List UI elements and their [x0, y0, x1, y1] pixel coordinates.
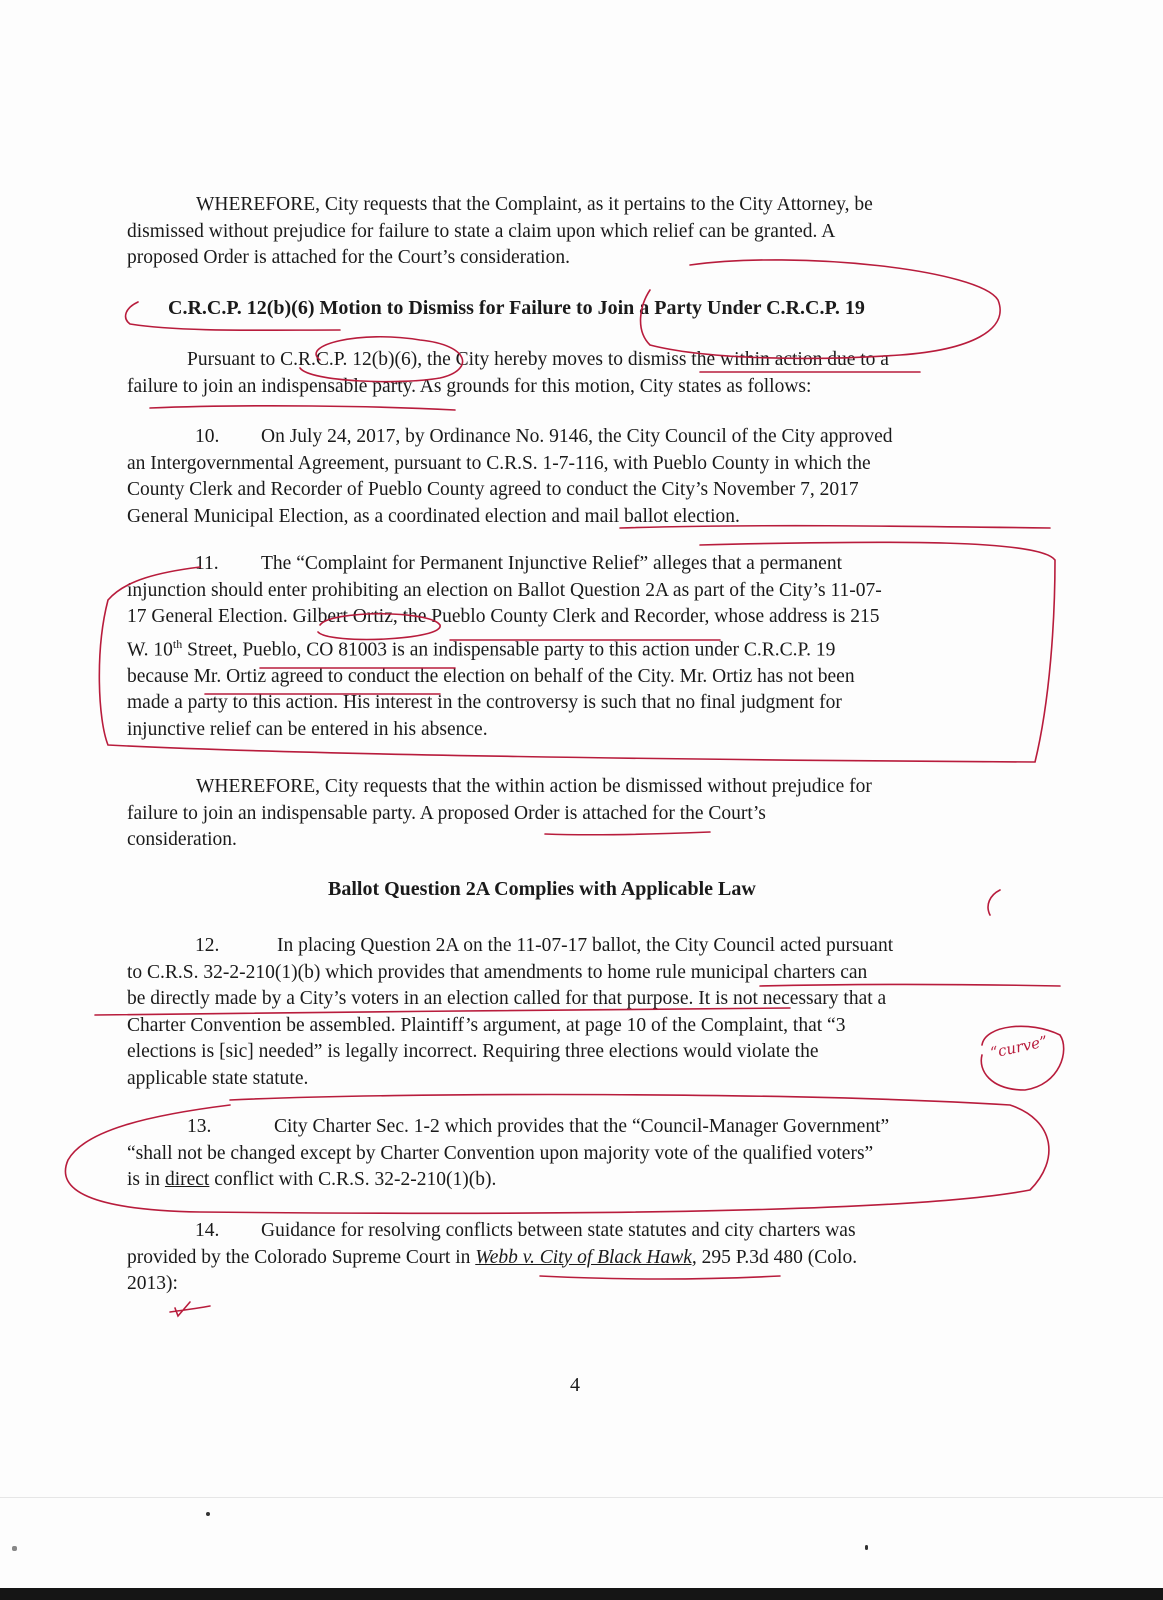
paragraph-number: 14. — [195, 1220, 220, 1241]
paragraph-wherefore-2 — [127, 774, 1019, 854]
text-line: dismissed without prejudice for failure to state a claim upon which relief can be granted. A — [127, 220, 836, 242]
handwritten-margin-note: “curve” — [988, 1032, 1050, 1062]
text-line: General Municipal Election, as a coordinated election and mail ballot election. — [127, 505, 740, 527]
text-line: injunctive relief can be entered in his absence. — [127, 718, 488, 740]
paragraph-wherefore-1 — [127, 192, 1019, 272]
text-line: Charter Convention be assembled. Plaintiff’s argument, at page 10 of the Complaint, that “3 — [127, 1014, 846, 1036]
paper-speck — [206, 1512, 210, 1516]
paragraph-11 — [127, 551, 1019, 743]
paragraph-number: 11. — [195, 553, 219, 574]
text-line: W. 10th Street, Pueblo, CO 81003 is an indispensable party to this action under C.R.C.P. 19 — [127, 636, 836, 660]
text-line: 2013): — [127, 1273, 178, 1294]
text-line: to C.R.S. 32-2-210(1)(b) which provides that amendments to home rule municipal charters can — [127, 961, 868, 983]
paragraph-number: 12. — [195, 935, 220, 956]
text-line: provided by the Colorado Supreme Court in Webb v. City of Black Hawk, 295 P.3d 480 (Colo. — [127, 1246, 858, 1268]
paragraph-13 — [127, 1114, 1019, 1194]
text-line: is in direct conflict with C.R.S. 32-2-210(1)(b). — [127, 1169, 497, 1190]
section-heading-ballot-question: Ballot Question 2A Complies with Applicable Law — [328, 878, 756, 900]
text-line: injunction should enter prohibiting an election on Ballot Question 2A as part of the City’s 11-07- — [127, 579, 882, 601]
section-heading-join-party: C.R.C.P. 12(b)(6) Motion to Dismiss for Failure to Join a Party Under C.R.C.P. 19 — [168, 297, 865, 319]
text-line: WHEREFORE, City requests that the within action be dismissed without prejudice for — [196, 776, 872, 797]
text-line: County Clerk and Recorder of Pueblo County agreed to conduct the City’s November 7, 2017 — [127, 479, 859, 500]
paragraph-pursuant — [127, 347, 1019, 400]
paragraph-14 — [127, 1218, 1019, 1298]
text-line: 11. The “Complaint for Permanent Injunctive Relief” alleges that a permanent — [127, 551, 1019, 578]
text-line: because Mr. Ortiz agreed to conduct the election on behalf of the City. Mr. Ortiz has not been — [127, 665, 855, 687]
page-number: 4 — [570, 1374, 580, 1396]
text-line: made a party to this action. His interest in the controversy is such that no final judgment for — [127, 692, 842, 713]
text-line: applicable state statute. — [127, 1067, 309, 1089]
text-line: an Intergovernmental Agreement, pursuant to C.R.S. 1-7-116, with Pueblo County in which the — [127, 452, 871, 474]
paper-speck — [12, 1546, 17, 1551]
text-line: 17 General Election. Gilbert Ortiz, the Pueblo County Clerk and Recorder, whose address is 215 — [127, 606, 880, 627]
text-line: 12. In placing Question 2A on the 11-07-17 ballot, the City Council acted pursuant — [127, 933, 1019, 960]
text-line: 10. On July 24, 2017, by Ordinance No. 9146, the City Council of the City approved — [127, 424, 1019, 451]
paper-speck — [865, 1545, 868, 1550]
text-line: “shall not be changed except by Charter Convention upon majority vote of the qualified voters” — [127, 1142, 874, 1164]
text-line: consideration. — [127, 829, 237, 850]
text-line: failure to join an indispensable party. As grounds for this motion, City states as follows: — [127, 375, 812, 397]
scan-edge-band — [0, 1588, 1163, 1600]
ink-checkmark — [170, 1302, 210, 1316]
ink-mark-margin-curve — [988, 890, 1000, 915]
paragraph-10 — [127, 424, 1019, 530]
text-line: 13. City Charter Sec. 1-2 which provides that the “Council-Manager Government” — [127, 1114, 1019, 1141]
paragraph-number: 10. — [195, 426, 220, 447]
text-line: WHEREFORE, City requests that the Complaint, as it pertains to the City Attorney, be — [196, 194, 873, 215]
scan-fold-line — [0, 1497, 1163, 1498]
text-line: Pursuant to C.R.C.P. 12(b)(6), the City hereby moves to dismiss the within action due to a — [187, 349, 889, 370]
case-citation: Webb v. City of Black Hawk, — [475, 1246, 697, 1268]
text-line: 14. Guidance for resolving conflicts between state statutes and city charters was — [127, 1218, 1019, 1245]
text-line: proposed Order is attached for the Court’s consideration. — [127, 247, 570, 268]
paragraph-12 — [127, 933, 1019, 1092]
text-line: be directly made by a City’s voters in an election called for that purpose. It is not necessary that a — [127, 988, 887, 1009]
paragraph-number: 13. — [187, 1116, 212, 1137]
text-line: failure to join an indispensable party. A proposed Order is attached for the Court’s — [127, 802, 766, 824]
text-line: elections is [sic] needed” is legally incorrect. Requiring three elections would violate the — [127, 1041, 819, 1062]
ink-underline-indispensable — [150, 406, 455, 410]
